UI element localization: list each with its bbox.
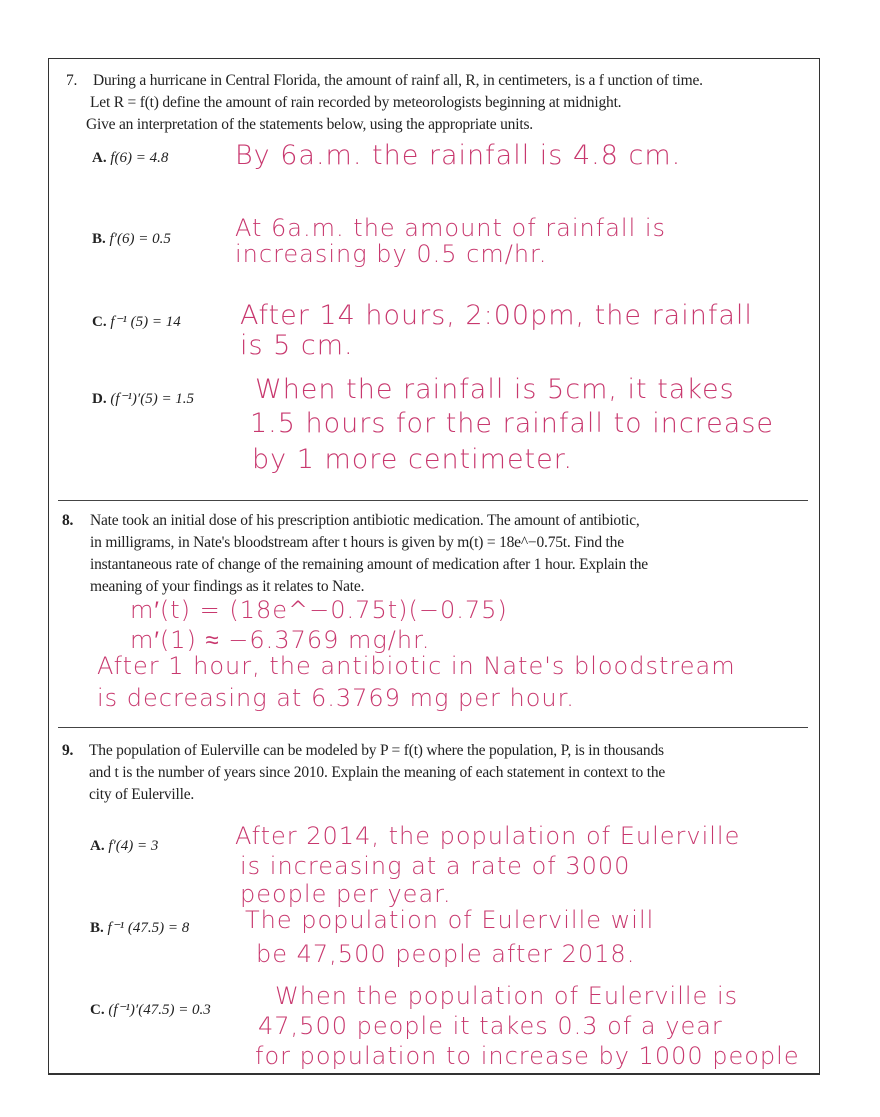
q9a-statement: A. f′(4) = 3: [90, 838, 159, 854]
q9c-statement: C. (f⁻¹)′(47.5) = 0.3: [90, 1002, 211, 1018]
q9c-answer-line-2: 47,500 people it takes 0.3 of a year: [258, 1012, 723, 1040]
q9a-answer-line-1: After 2014, the population of Eulerville: [235, 822, 741, 850]
q7-prompt-line-1: During a hurricane in Central Florida, the amount of rainf all, R, in centimeters, is a f unction of time.: [93, 72, 703, 89]
q9b-statement: B. f⁻¹ (47.5) = 8: [90, 920, 190, 936]
q7d-answer-line-1: When the rainfall is 5cm, it takes: [255, 374, 735, 405]
q7-prompt-line-2: Let R = f(t) define the amount of rain recorded by meteorologists beginning at midnight.: [90, 94, 622, 111]
q9a-answer-line-3: people per year.: [240, 880, 452, 908]
q7b-statement: B. f′(6) = 0.5: [92, 231, 171, 247]
q7c-answer-line-1: After 14 hours, 2:00pm, the rainfall: [240, 300, 753, 331]
q7d-statement: D. (f⁻¹)′(5) = 1.5: [92, 391, 195, 407]
divider: [58, 500, 808, 501]
q9b-answer-line-1: The population of Eulerville will: [245, 906, 655, 934]
q9-prompt-line-1: The population of Eulerville can be modeled by P = f(t) where the population, P, is in thousands: [89, 742, 664, 759]
q7d-answer-line-2: 1.5 hours for the rainfall to increase: [250, 408, 774, 439]
q8-prompt-line-1: Nate took an initial dose of his prescription antibiotic medication. The amount of antibiotic,: [90, 512, 640, 529]
q8-prompt-line-3: instantaneous rate of change of the remaining amount of medication after 1 hour. Explain the: [90, 556, 648, 573]
divider: [58, 727, 808, 728]
q7-number: 7.: [66, 72, 78, 89]
q9b-answer-line-2: be 47,500 people after 2018.: [256, 940, 636, 968]
q7b-answer-line-2: increasing by 0.5 cm/hr.: [235, 240, 548, 268]
q7c-answer-line-2: is 5 cm.: [240, 330, 354, 361]
q8-prompt-line-4: meaning of your findings as it relates to Nate.: [90, 578, 365, 595]
q8-prompt-line-2: in milligrams, in Nate's bloodstream after t hours is given by m(t) = 18e^−0.75t. Find the: [90, 534, 624, 551]
q9-prompt-line-3: city of Eulerville.: [89, 786, 195, 803]
q8-answer-value: m′(1) ≈ −6.3769 mg/hr.: [130, 626, 431, 654]
q8-number: 8.: [62, 512, 74, 529]
q7a-statement: A. f(6) = 4.8: [92, 150, 169, 166]
q8-answer-derivative: m′(t) = (18e^−0.75t)(−0.75): [130, 596, 508, 624]
q7-prompt-line-3: Give an interpretation of the statements below, using the appropriate units.: [86, 116, 533, 133]
q7c-statement: C. f⁻¹ (5) = 14: [92, 314, 181, 330]
q9c-answer-line-3: for population to increase by 1000 people: [255, 1042, 800, 1070]
q8-answer-line-4: is decreasing at 6.3769 mg per hour.: [97, 684, 575, 712]
q9a-answer-line-2: is increasing at a rate of 3000: [240, 852, 631, 880]
q7d-answer-line-3: by 1 more centimeter.: [252, 444, 573, 475]
q7b-answer-line-1: At 6a.m. the amount of rainfall is: [235, 214, 667, 242]
q8-answer-line-3: After 1 hour, the antibiotic in Nate's bloodstream: [97, 652, 736, 680]
q7a-answer: By 6a.m. the rainfall is 4.8 cm.: [235, 140, 682, 171]
q9-prompt-line-2: and t is the number of years since 2010. Explain the meaning of each statement in context to the: [89, 764, 666, 781]
q9c-answer-line-1: When the population of Eulerville is: [275, 982, 739, 1010]
q9-number: 9.: [62, 742, 74, 759]
